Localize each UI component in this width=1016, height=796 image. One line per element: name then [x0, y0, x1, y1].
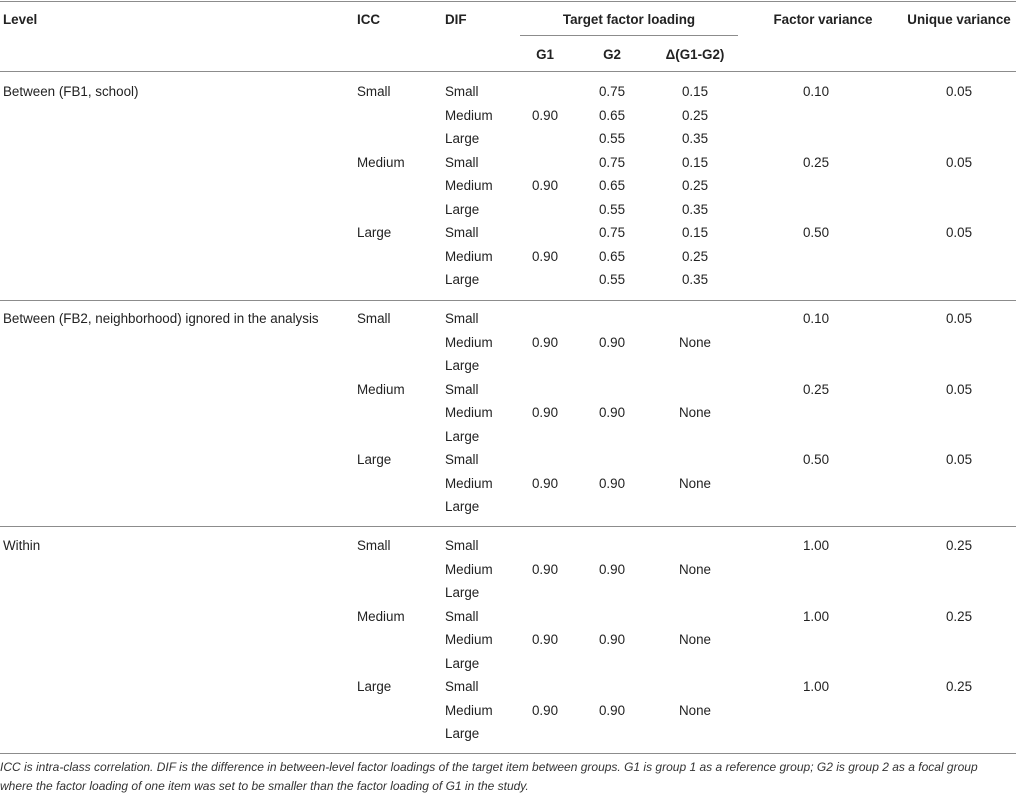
dif-cell: Small: [445, 154, 479, 170]
delta-cell: None: [678, 702, 712, 718]
factor-variance-cell: 1.00: [802, 608, 830, 624]
g1-cell: 0.90: [531, 561, 559, 577]
delta-cell: 0.35: [681, 201, 709, 217]
g1-cell: 0.90: [531, 178, 559, 193]
table-footnote: [0, 758, 1016, 796]
level-label: Between (FB1, school): [3, 84, 139, 99]
level-label: Between (FB2, neighborhood) ignored in the analysis: [3, 311, 319, 326]
factor-variance-cell: 0.25: [802, 154, 830, 170]
header-unique-variance: Unique variance: [907, 12, 1011, 27]
dif-cell: Small: [445, 84, 479, 99]
top-rule: [0, 1, 1016, 2]
g2-cell: 0.90: [598, 475, 626, 491]
icc-cell: Large: [357, 225, 392, 240]
dif-cell: Medium: [445, 334, 493, 350]
delta-cell: None: [678, 405, 712, 420]
unique-variance-cell: 0.25: [945, 608, 973, 624]
unique-variance-cell: 0.25: [945, 538, 973, 553]
icc-cell: Large: [357, 452, 392, 467]
dif-cell: Medium: [445, 475, 493, 491]
factor-variance-cell: 0.50: [802, 452, 830, 467]
g2-cell: 0.75: [598, 84, 626, 99]
unique-variance-cell: 0.05: [945, 154, 973, 170]
unique-variance-cell: 0.05: [945, 84, 973, 99]
header-dif: DIF: [445, 12, 467, 27]
delta-cell: 0.25: [681, 178, 709, 193]
g1-cell: 0.90: [531, 475, 559, 491]
header-level: Level: [3, 12, 38, 27]
delta-cell: 0.35: [681, 131, 709, 146]
g1-cell: 0.90: [531, 632, 559, 647]
dif-cell: Small: [445, 225, 479, 240]
icc-cell: Medium: [357, 381, 405, 397]
unique-variance-cell: 0.05: [945, 225, 973, 240]
g2-cell: 0.65: [598, 107, 626, 123]
g2-cell: 0.90: [598, 561, 626, 577]
g1-cell: 0.90: [531, 702, 559, 718]
factor-variance-cell: 0.50: [802, 225, 830, 240]
dif-cell: Large: [445, 358, 480, 373]
dif-cell: Medium: [445, 405, 493, 420]
g2-cell: 0.90: [598, 632, 626, 647]
target-loading-rule: [520, 35, 738, 36]
dif-cell: Large: [445, 726, 480, 741]
unique-variance-cell: 0.25: [945, 679, 973, 694]
section-rule-2: [0, 526, 1016, 527]
delta-cell: 0.25: [681, 248, 709, 264]
delta-cell: None: [678, 334, 712, 350]
factor-variance-cell: 1.00: [802, 679, 830, 694]
dif-cell: Large: [445, 428, 480, 444]
dif-cell: Large: [445, 201, 480, 217]
delta-cell: None: [678, 632, 712, 647]
g2-cell: 0.65: [598, 178, 626, 193]
g2-cell: 0.90: [598, 405, 626, 420]
unique-variance-cell: 0.05: [945, 311, 973, 326]
dif-cell: Large: [445, 655, 480, 671]
dif-cell: Small: [445, 452, 479, 467]
g2-cell: 0.90: [598, 334, 626, 350]
g1-cell: 0.90: [531, 334, 559, 350]
footnote-line-2: where the factor loading of one item was set to be smaller than the factor loading of G1 in the study.: [0, 779, 529, 793]
bottom-rule: [0, 753, 1016, 754]
dif-cell: Small: [445, 381, 479, 397]
dif-cell: Large: [445, 585, 480, 600]
icc-cell: Small: [357, 84, 391, 99]
g1-cell: 0.90: [531, 248, 559, 264]
dif-cell: Small: [445, 538, 479, 553]
header-g1: G1: [536, 47, 554, 62]
header-rule: [0, 71, 1016, 72]
g2-cell: 0.65: [598, 248, 626, 264]
g2-cell: 0.75: [598, 154, 626, 170]
dif-cell: Medium: [445, 632, 493, 647]
g2-cell: 0.55: [598, 272, 626, 287]
g2-cell: 0.75: [598, 225, 626, 240]
header-delta: Δ(G1-G2): [665, 47, 725, 62]
dif-cell: Medium: [445, 178, 493, 193]
icc-cell: Small: [357, 538, 391, 553]
dif-cell: Large: [445, 272, 480, 287]
factor-variance-cell: 0.10: [802, 311, 830, 326]
unique-variance-cell: 0.05: [945, 452, 973, 467]
g2-cell: 0.90: [598, 702, 626, 718]
dif-cell: Small: [445, 679, 479, 694]
header-icc: ICC: [357, 12, 381, 27]
factor-variance-cell: 0.10: [802, 84, 830, 99]
icc-cell: Large: [357, 679, 392, 694]
dif-cell: Medium: [445, 702, 493, 718]
delta-cell: 0.25: [681, 107, 709, 123]
g1-cell: 0.90: [531, 405, 559, 420]
factor-variance-cell: 0.25: [802, 381, 830, 397]
header-factor-variance: Factor variance: [773, 12, 873, 27]
delta-cell: 0.15: [681, 225, 709, 240]
dif-cell: Medium: [445, 561, 493, 577]
g2-cell: 0.55: [598, 131, 626, 146]
delta-cell: 0.15: [681, 84, 709, 99]
delta-cell: 0.35: [681, 272, 709, 287]
footnote-line-1: ICC is intra-class correlation. DIF is the difference in between-level factor loadings of the target item between groups. G1 is group 1 as a reference group; G2 is group 2 as a focal group: [0, 760, 978, 774]
icc-cell: Medium: [357, 154, 405, 170]
factor-variance-cell: 1.00: [802, 538, 830, 553]
delta-cell: 0.15: [681, 154, 709, 170]
unique-variance-cell: 0.05: [945, 381, 973, 397]
dif-cell: Medium: [445, 107, 493, 123]
g2-cell: 0.55: [598, 201, 626, 217]
header-target-factor-loading: Target factor loading: [562, 12, 696, 27]
delta-cell: None: [678, 561, 712, 577]
dif-cell: Small: [445, 608, 479, 624]
level-label: Within: [3, 538, 41, 553]
dif-cell: Large: [445, 131, 480, 146]
delta-cell: None: [678, 475, 712, 491]
dif-cell: Large: [445, 499, 480, 514]
header-g2: G2: [603, 47, 621, 62]
dif-cell: Medium: [445, 248, 493, 264]
g1-cell: 0.90: [531, 107, 559, 123]
icc-cell: Medium: [357, 608, 405, 624]
dif-cell: Small: [445, 311, 479, 326]
icc-cell: Small: [357, 311, 391, 326]
section-rule-1: [0, 300, 1016, 301]
